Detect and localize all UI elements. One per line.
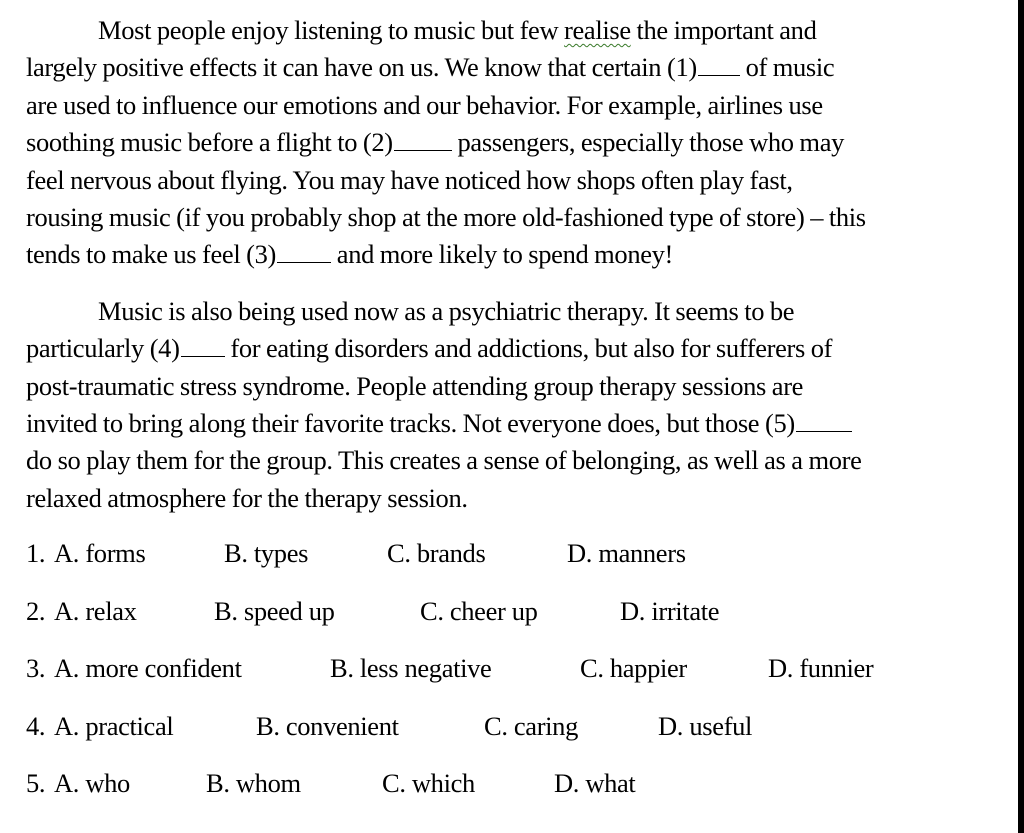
blank-3 <box>277 240 331 263</box>
p1-line-3: are used to influence our emotions and our behavior. For example, airlines use <box>26 89 823 120</box>
blank-2 <box>394 128 452 151</box>
paragraph-1 <box>26 12 986 274</box>
text: passengers, especially those who may <box>457 127 845 158</box>
q5-option-b[interactable]: B. whom <box>206 768 301 798</box>
blank-5 <box>796 409 852 432</box>
p1-line-7 <box>26 236 986 273</box>
q1-option-a[interactable]: A. forms <box>54 538 146 568</box>
q2-option-d[interactable]: D. irritate <box>620 595 720 626</box>
q2-number: 2. <box>26 595 46 626</box>
q1-number: 1. <box>26 538 46 568</box>
p1-line-6: rousing music (if you probably shop at the more old-fashioned type of store) – this <box>26 202 866 233</box>
q3-option-d[interactable]: D. funnier <box>768 653 874 683</box>
text: for eating disorders and addictions, but also for sufferers of <box>230 333 833 364</box>
blank-1 <box>698 53 740 76</box>
text: and more likely to spend money! <box>336 239 674 270</box>
text: of music <box>745 52 835 83</box>
q4-option-a[interactable]: A. practical <box>54 710 174 741</box>
text: Most people enjoy listening to music but few <box>98 15 565 45</box>
text: soothing music before a flight to (2) <box>26 127 393 158</box>
p1-line-2 <box>26 49 986 86</box>
q1-option-c[interactable]: C. brands <box>387 538 486 568</box>
question-5 <box>26 768 986 826</box>
question-2 <box>26 596 986 654</box>
p2-line-4 <box>26 405 986 442</box>
q4-option-d[interactable]: D. useful <box>658 710 752 741</box>
p2-line-2 <box>26 330 986 367</box>
blank-4 <box>181 334 225 357</box>
q2-option-a[interactable]: A. relax <box>54 595 137 626</box>
text: tends to make us feel (3) <box>26 239 276 270</box>
question-1 <box>26 538 986 596</box>
answer-options <box>26 538 986 826</box>
p1-line-5: feel nervous about flying. You may have noticed how shops often play fast, <box>26 164 793 195</box>
p2-line-6: relaxed atmosphere for the therapy session. <box>26 482 468 513</box>
p1-line-4 <box>26 124 986 161</box>
q5-number: 5. <box>26 768 46 798</box>
question-3 <box>26 653 986 711</box>
text: the important and <box>630 15 817 45</box>
question-4 <box>26 711 986 769</box>
q4-option-c[interactable]: C. caring <box>484 710 578 741</box>
p2-line-3: post-traumatic stress syndrome. People attending group therapy sessions are <box>26 370 804 401</box>
text: particularly (4) <box>26 333 180 364</box>
q4-option-b[interactable]: B. convenient <box>256 710 399 741</box>
q5-option-d[interactable]: D. what <box>554 768 636 798</box>
q4-number: 4. <box>26 710 46 741</box>
q3-option-b[interactable]: B. less negative <box>330 653 492 683</box>
q3-number: 3. <box>26 653 46 683</box>
text: largely positive effects it can have on us. We know that certain (1) <box>26 52 697 83</box>
q2-option-c[interactable]: C. cheer up <box>420 595 538 626</box>
spellcheck-word: realise <box>564 15 631 45</box>
text: invited to bring along their favorite tracks. Not everyone does, but those (5) <box>26 408 795 439</box>
q5-option-c[interactable]: C. which <box>382 768 475 798</box>
q5-option-a[interactable]: A. who <box>54 768 130 798</box>
paragraph-2 <box>26 293 986 517</box>
q3-option-c[interactable]: C. happier <box>580 653 687 683</box>
q2-option-b[interactable]: B. speed up <box>214 595 335 626</box>
q1-option-b[interactable]: B. types <box>224 538 309 568</box>
q1-option-d[interactable]: D. manners <box>567 538 686 568</box>
q3-option-a[interactable]: A. more confident <box>54 653 242 683</box>
p2-line-5: do so play them for the group. This creates a sense of belonging, as well as a more <box>26 445 862 476</box>
p1-line-1 <box>26 12 986 49</box>
reading-passage <box>26 12 986 517</box>
p2-line-1: Music is also being used now as a psychiatric therapy. It seems to be <box>98 295 795 326</box>
page-frame-edge <box>1018 0 1024 833</box>
